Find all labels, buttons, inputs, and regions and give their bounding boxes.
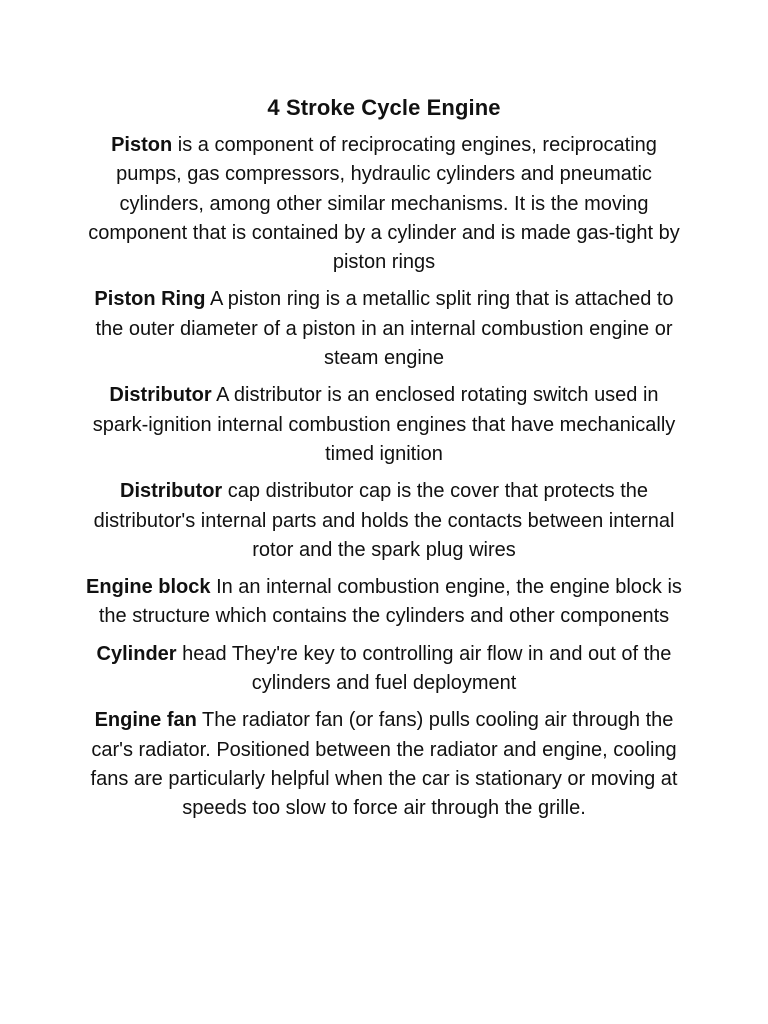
definition-distributor — [84, 381, 684, 469]
definition-text: The radiator fan (or fans) pulls cooling air through the car's radiator. Positioned between the radiator and engine, cooling fans are particularly helpful when the car is stationary or moving at speeds too slow to force air through the grille. — [90, 709, 678, 820]
term-distributor: Distributor — [109, 384, 212, 407]
page-title: 4 Stroke Cycle Engine — [267, 95, 501, 120]
term-piston: Piston — [111, 134, 173, 156]
term-distributor-cap: Distributor — [120, 480, 223, 503]
definition-text: is a component of reciprocating engines, reciprocating pumps, gas compressors, hydraulic cylinders and pneumatic cylinders, among other similar mechanisms. It is the moving component that is contained by a cylinder and is made gas-tight by piston rings — [88, 134, 680, 274]
definition-text: In an internal combustion engine, the engine block is the structure which contains the cylinders and other components — [98, 576, 682, 628]
definition-engine-block — [84, 573, 684, 632]
definition-piston — [84, 131, 684, 277]
definition-text: cap distributor cap is the cover that protects the distributor's internal parts and holds the contacts between internal rotor and the spark plug wires — [93, 480, 675, 561]
definition-text: head They're key to controlling air flow in and out of the cylinders and fuel deployment — [176, 642, 672, 695]
definition-text: A distributor is an enclosed rotating switch used in spark-ignition internal combustion engines that have mechanically timed ignition — [92, 384, 676, 465]
term-engine-fan: Engine fan — [94, 709, 197, 732]
term-engine-block: Engine block — [86, 576, 211, 599]
definition-list — [84, 131, 684, 824]
definition-distributor-cap — [84, 477, 684, 565]
definition-piston-ring — [84, 285, 684, 373]
term-cylinder: Cylinder — [96, 642, 177, 665]
definition-text: A piston ring is a metallic split ring that is attached to the outer diameter of a piston in an internal combustion engine or steam engine — [95, 288, 674, 370]
term-piston-ring: Piston Ring — [94, 288, 206, 311]
definition-engine-fan — [84, 706, 684, 823]
definition-cylinder-head — [84, 640, 684, 699]
